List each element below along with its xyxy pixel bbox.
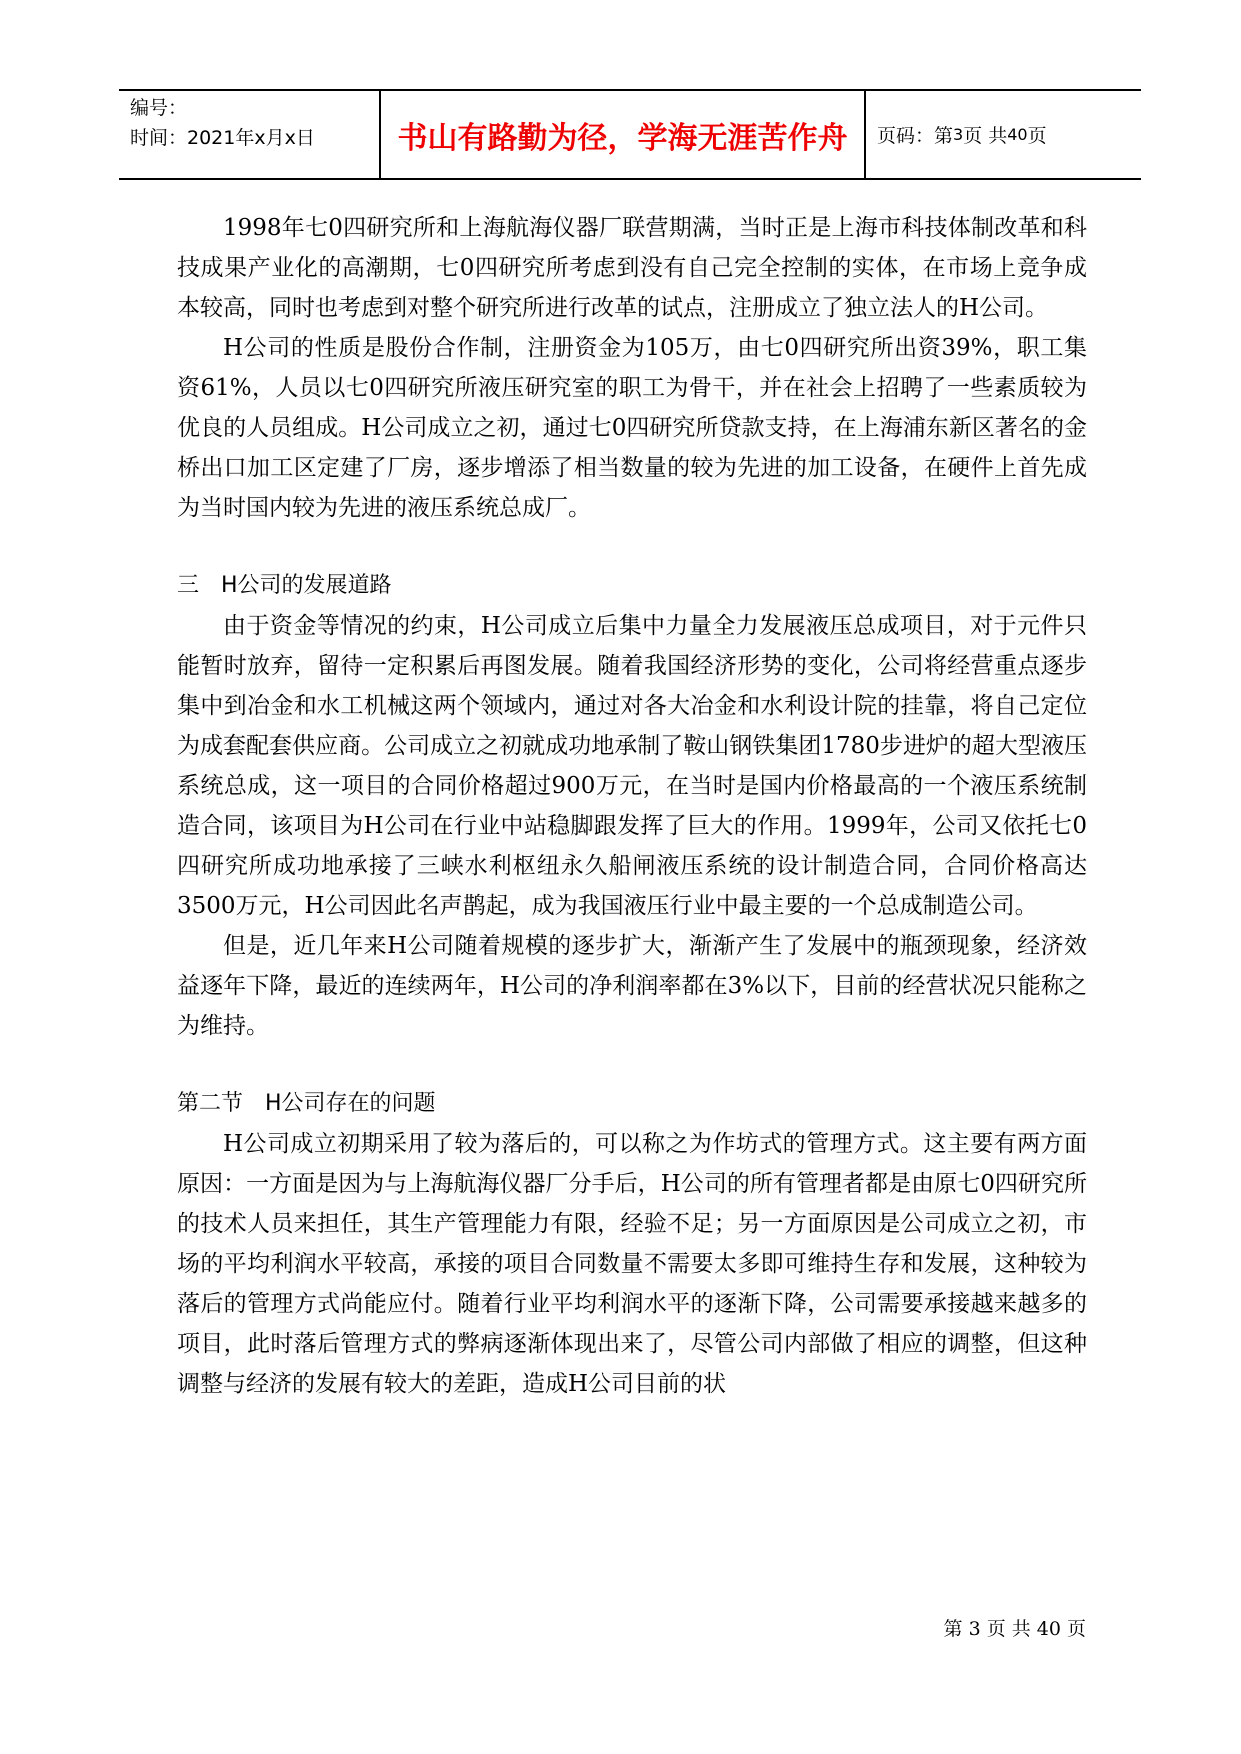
header-page-info (866, 91, 1141, 178)
page-suffix: 页 (1027, 125, 1047, 147)
paragraph: 1998年七0四研究所和上海航海仪器厂联营期满，当时正是上海市科技体制改革和科技成果产业化的高潮期，七0四研究所考虑到没有自己完全控制的实体，在市场上竞争成本较高，同时也考虑到对整个研究所进行改革的试点，注册成立了独立法人的H公司。 (177, 215, 1087, 321)
page-header (119, 89, 1141, 180)
page-footer: 第 3 页 共 40 页 (943, 1618, 1086, 1640)
section-heading: 三 H公司的发展道路 (177, 573, 392, 598)
section-heading: 第二节 H公司存在的问题 (177, 1091, 436, 1116)
page-total: 40 (1007, 125, 1028, 144)
header-meta (119, 91, 379, 178)
document-body (177, 208, 1087, 1404)
header-motto: 书山有路勤为径，学海无涯苦作舟 (379, 91, 866, 178)
document-time-label: 时间：2021年x月x日 (130, 127, 315, 149)
paragraph: 但是，近几年来H公司随着规模的逐步扩大，渐渐产生了发展中的瓶颈现象，经济效益逐年下降，最近的连续两年，H公司的净利润率都在3%以下，目前的经营状况只能称之为维持。 (177, 933, 1087, 1039)
page-prefix: 页码：第 (877, 125, 954, 147)
document-number-label: 编号： (130, 97, 188, 119)
paragraph: H公司的性质是股份合作制，注册资金为105万，由七0四研究所出资39%，职工集资61%，人员以七0四研究所液压研究室的职工为骨干，并在社会上招聘了一些素质较为优良的人员组成。H公司成立之初，通过七0四研究所贷款支持，在上海浦东新区著名的金桥出口加工区定建了厂房，逐步增添了相当数量的较为先进的加工设备，在硬件上首先成为当时国内较为先进的液压系统总成厂。 (177, 335, 1087, 521)
paragraph: H公司成立初期采用了较为落后的，可以称之为作坊式的管理方式。这主要有两方面原因：一方面是因为与上海航海仪器厂分手后，H公司的所有管理者都是由原七0四研究所的技术人员来担任，其生产管理能力有限，经验不足；另一方面原因是公司成立之初，市场的平均利润水平较高，承接的项目合同数量不需要太多即可维持生存和发展，这种较为落后的管理方式尚能应付。随着行业平均利润水平的逐渐下降，公司需要承接越来越多的项目，此时落后管理方式的弊病逐渐体现出来了，尽管公司内部做了相应的调整，但这种调整与经济的发展有较大的差距，造成H公司目前的状 (177, 1131, 1087, 1397)
page-middle: 页 共 (963, 125, 1008, 147)
paragraph: 由于资金等情况的约束，H公司成立后集中力量全力发展液压总成项目，对于元件只能暂时放弃，留待一定积累后再图发展。随着我国经济形势的变化，公司将经营重点逐步集中到冶金和水工机械这两个领域内，通过对各大冶金和水利设计院的挂靠，将自己定位为成套配套供应商。公司成立之初就成功地承制了鞍山钢铁集团1780步进炉的超大型液压系统总成，这一项目的合同价格超过900万元，在当时是国内价格最高的一个液压系统制造合同，该项目为H公司在行业中站稳脚跟发挥了巨大的作用。1999年，公司又依托七0四研究所成功地承接了三峡水利枢纽永久船闸液压系统的设计制造合同，合同价格高达3500万元，H公司因此名声鹊起，成为我国液压行业中最主要的一个总成制造公司。 (177, 613, 1087, 919)
page-current: 3 (953, 125, 964, 144)
